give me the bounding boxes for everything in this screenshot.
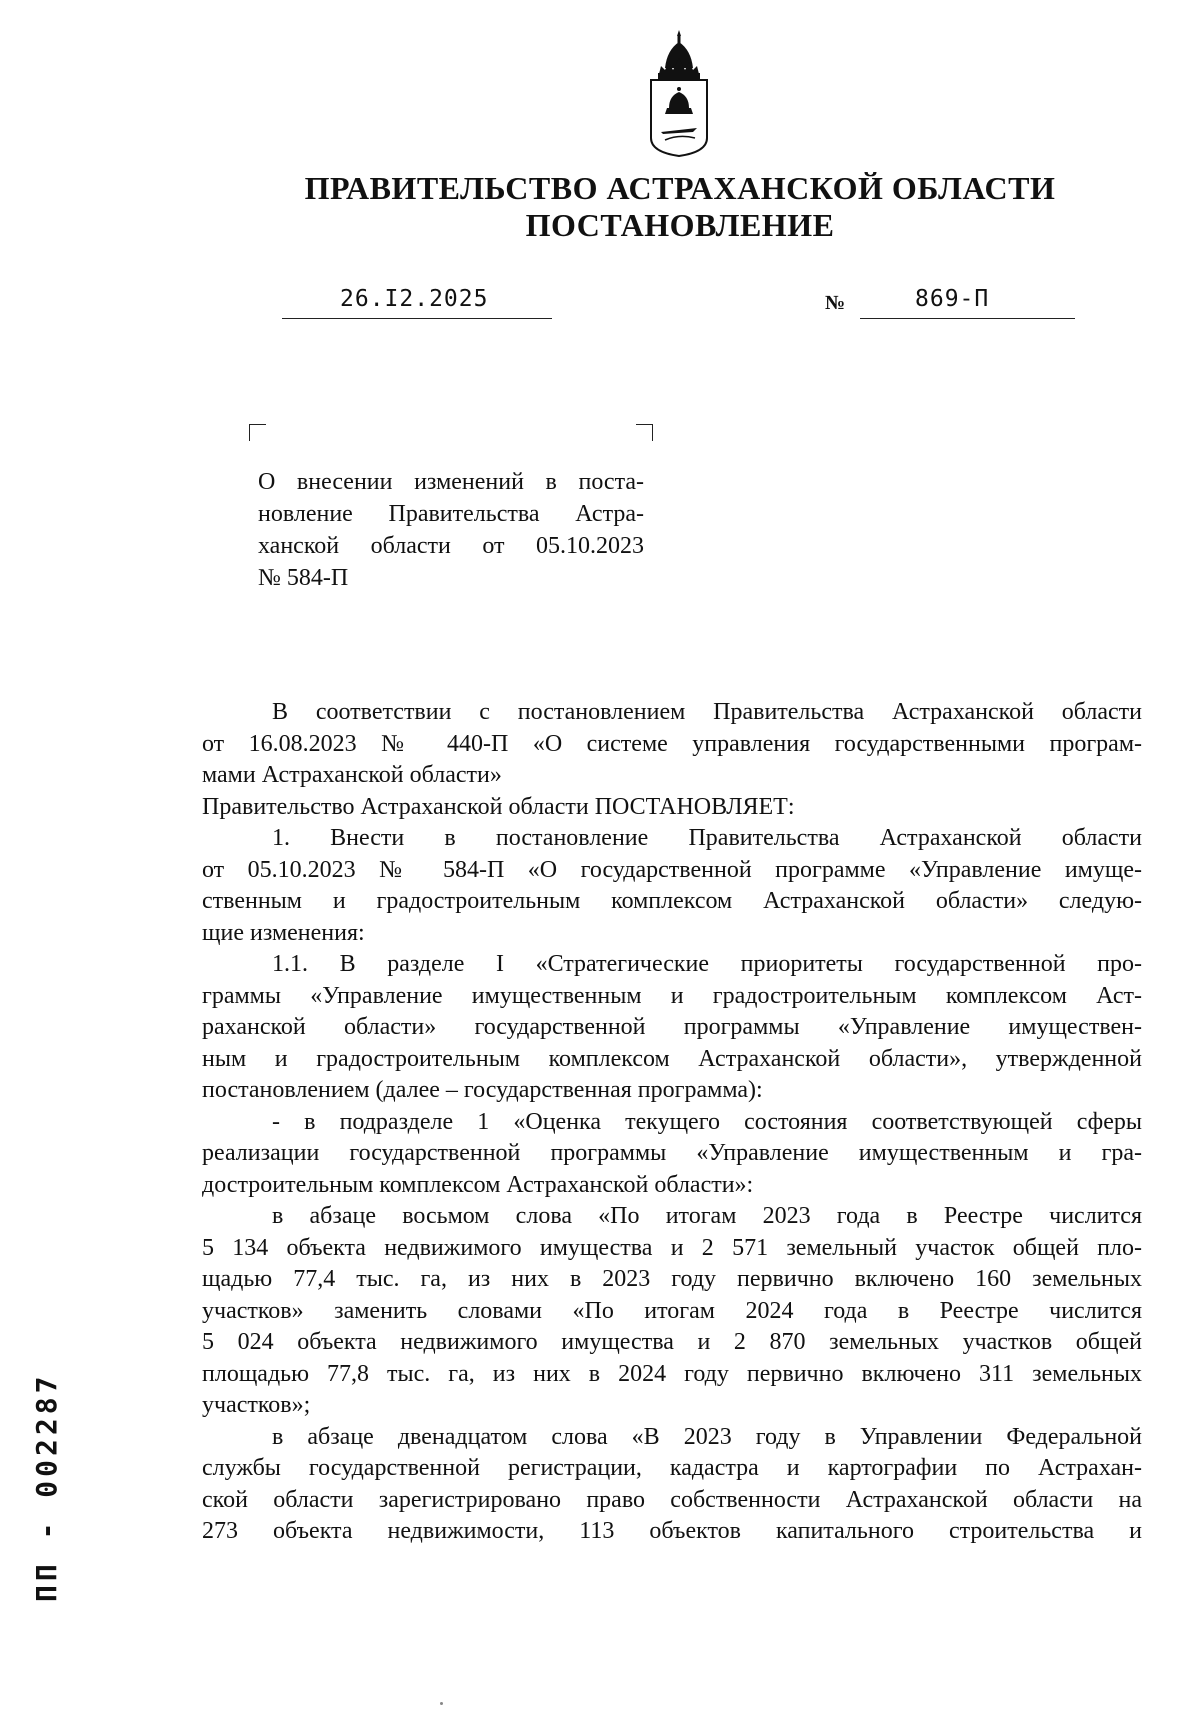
subject-bracket-left xyxy=(249,424,266,441)
date-field xyxy=(282,286,552,319)
body-line: в абзаце восьмом слова «По итогам 2023 года в Реестре числится xyxy=(272,1203,1142,1229)
number-field xyxy=(860,286,1075,319)
body-line: 1. Внести в постановление Правительства Астраханской области xyxy=(272,825,1142,851)
body-line: службы государственной регистрации, кадастра и картографии по Астрахан- xyxy=(202,1455,1142,1481)
body-line: ской области зарегистрировано право собственности Астраханской области на xyxy=(202,1486,1142,1513)
side-registration-stamp: ПП - 002287 xyxy=(30,1372,63,1602)
number-sign: № xyxy=(825,292,846,314)
body-line: в абзаце двенадцатом слова «В 2023 году в Управлении Федеральной xyxy=(272,1423,1142,1450)
astrakhan-coat-of-arms-icon xyxy=(645,28,713,158)
subject-line: ханской области от 05.10.2023 xyxy=(258,533,644,559)
body-line: В соответствии с постановлением Правительства Астраханской области xyxy=(272,699,1142,725)
subject-line: О внесении изменений в поста- xyxy=(258,469,644,495)
org-title: ПРАВИТЕЛЬСТВО АСТРАХАНСКОЙ ОБЛАСТИ xyxy=(304,170,1056,206)
body-line: от 05.10.2023 № 584-П «О государственной программе «Управление имуще- xyxy=(202,856,1142,883)
body-line: мами Астраханской области» xyxy=(202,762,502,788)
subject-bracket-right xyxy=(636,424,653,441)
body-line: граммы «Управление имущественным и градостроительным комплексом Аст- xyxy=(202,982,1142,1009)
body-text xyxy=(202,697,1142,1548)
body-line: участков»; xyxy=(202,1392,311,1418)
body-line: раханской области» государственной программы «Управление имуществен- xyxy=(202,1014,1142,1040)
body-line: постановлением (далее – государственная программа): xyxy=(202,1077,763,1103)
body-line: щие изменения: xyxy=(202,919,365,946)
body-line: реализации государственной программы «Управление имущественным и гра- xyxy=(202,1140,1142,1166)
document-type-title: ПОСТАНОВЛЕНИЕ xyxy=(525,207,835,243)
number-value: 869-П xyxy=(915,286,990,312)
date-value: 26.I2.2025 xyxy=(340,286,489,312)
body-line: 1.1. В разделе I «Стратегические приоритеты государственной про- xyxy=(272,951,1142,977)
body-line: Правительство Астраханской области ПОСТАНОВЛЯЕТ: xyxy=(202,793,795,820)
body-line: от 16.08.2023 № 440-П «О системе управления государственными програм- xyxy=(202,730,1142,757)
subject-line: новление Правительства Астра- xyxy=(258,501,644,527)
subject-line: № 584-П xyxy=(258,565,349,591)
body-line: - в подразделе 1 «Оценка текущего состояния соответствующей сферы xyxy=(272,1108,1142,1135)
body-line: 273 объекта недвижимости, 113 объектов капитального строительства и xyxy=(202,1518,1142,1544)
body-line: ным и градостроительным комплексом Астраханской области», утвержденной xyxy=(202,1045,1142,1072)
body-line: щадью 77,4 тыс. га, из них в 2023 году первично включено 160 земельных xyxy=(202,1266,1142,1292)
body-line: достроительным комплексом Астраханской области»: xyxy=(202,1171,754,1198)
subject-block xyxy=(258,466,644,594)
body-line: 5 134 объекта недвижимого имущества и 2 571 земельный участок общей пло- xyxy=(202,1234,1142,1261)
body-line: 5 024 объекта недвижимого имущества и 2 870 земельных участков общей xyxy=(202,1329,1142,1355)
body-line: ственным и градостроительным комплексом Астраханской области» следую- xyxy=(202,888,1142,914)
body-line: участков» заменить словами «По итогам 2024 года в Реестре числится xyxy=(202,1297,1142,1324)
body-line: площадью 77,8 тыс. га, из них в 2024 году первично включено 311 земельных xyxy=(202,1360,1142,1387)
scan-dot xyxy=(440,1702,443,1705)
